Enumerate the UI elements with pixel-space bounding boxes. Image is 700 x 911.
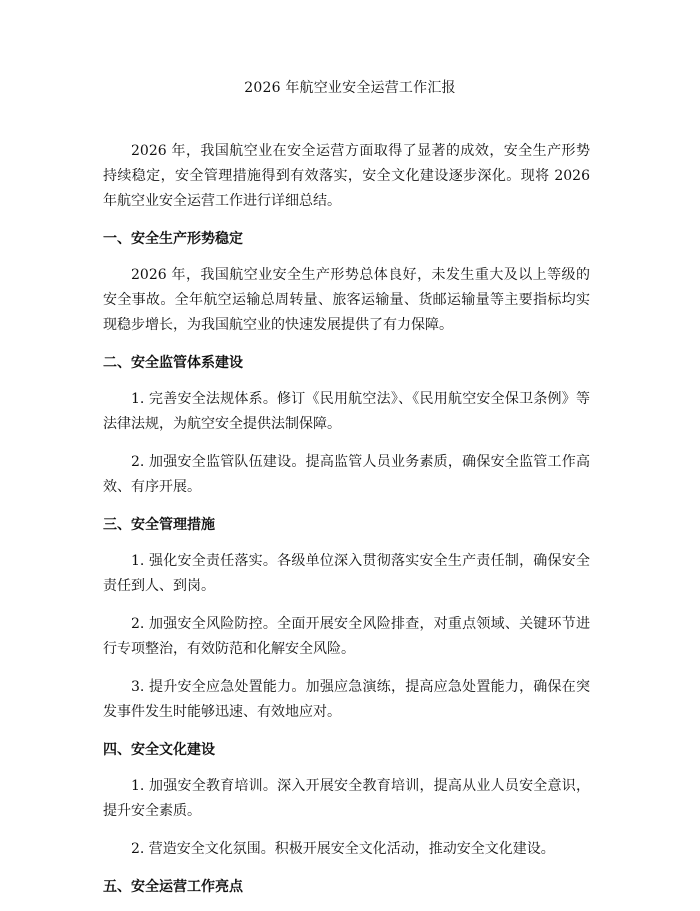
section-2-paragraph-1: 1. 完善安全法规体系。修订《民用航空法》、《民用航空安全保卫条例》等法律法规，为航空安全提供法制保障。: [103, 391, 590, 432]
section-heading-2: 二、安全监管体系建设: [103, 355, 243, 371]
intro-paragraph: 2026 年，我国航空业在安全运营方面取得了显著的成效，安全生产形势持续稳定，安全管理措施得到有效落实，安全文化建设逐步深化。现将 2026 年航空业安全运营工作进行详细总结。: [103, 143, 590, 209]
section-1-paragraph-1: 2026 年，我国航空业安全生产形势总体良好，未发生重大及以上等级的安全事故。全年航空运输总周转量、旅客运输量、货邮运输量等主要指标均实现稳步增长，为我国航空业的快速发展提供了有力保障。: [103, 267, 590, 333]
document-body: [103, 139, 590, 911]
section-heading-1: 一、安全生产形势稳定: [103, 231, 243, 247]
section-heading-5: 五、安全运营工作亮点: [103, 879, 243, 895]
section-4-paragraph-2: 2. 营造安全文化氛围。积极开展安全文化活动，推动安全文化建设。: [131, 841, 555, 857]
section-2-paragraph-2: 2. 加强安全监管队伍建设。提高监管人员业务素质，确保安全监管工作高效、有序开展。: [103, 454, 590, 495]
section-heading-3: 三、安全管理措施: [103, 517, 215, 533]
section-3-paragraph-1: 1. 强化安全责任落实。各级单位深入贯彻落实安全生产责任制，确保安全责任到人、到岗。: [103, 553, 590, 594]
section-3-paragraph-2: 2. 加强安全风险防控。全面开展安全风险排查，对重点领域、关键环节进行专项整治，有效防范和化解安全风险。: [103, 616, 590, 657]
document-title: 2026 年航空业安全运营工作汇报: [244, 80, 456, 96]
section-3-paragraph-3: 3. 提升安全应急处置能力。加强应急演练，提高应急处置能力，确保在突发事件发生时能够迅速、有效地应对。: [103, 679, 590, 720]
section-heading-4: 四、安全文化建设: [103, 742, 215, 758]
section-4-paragraph-1: 1. 加强安全教育培训。深入开展安全教育培训，提高从业人员安全意识，提升安全素质。: [103, 778, 590, 819]
